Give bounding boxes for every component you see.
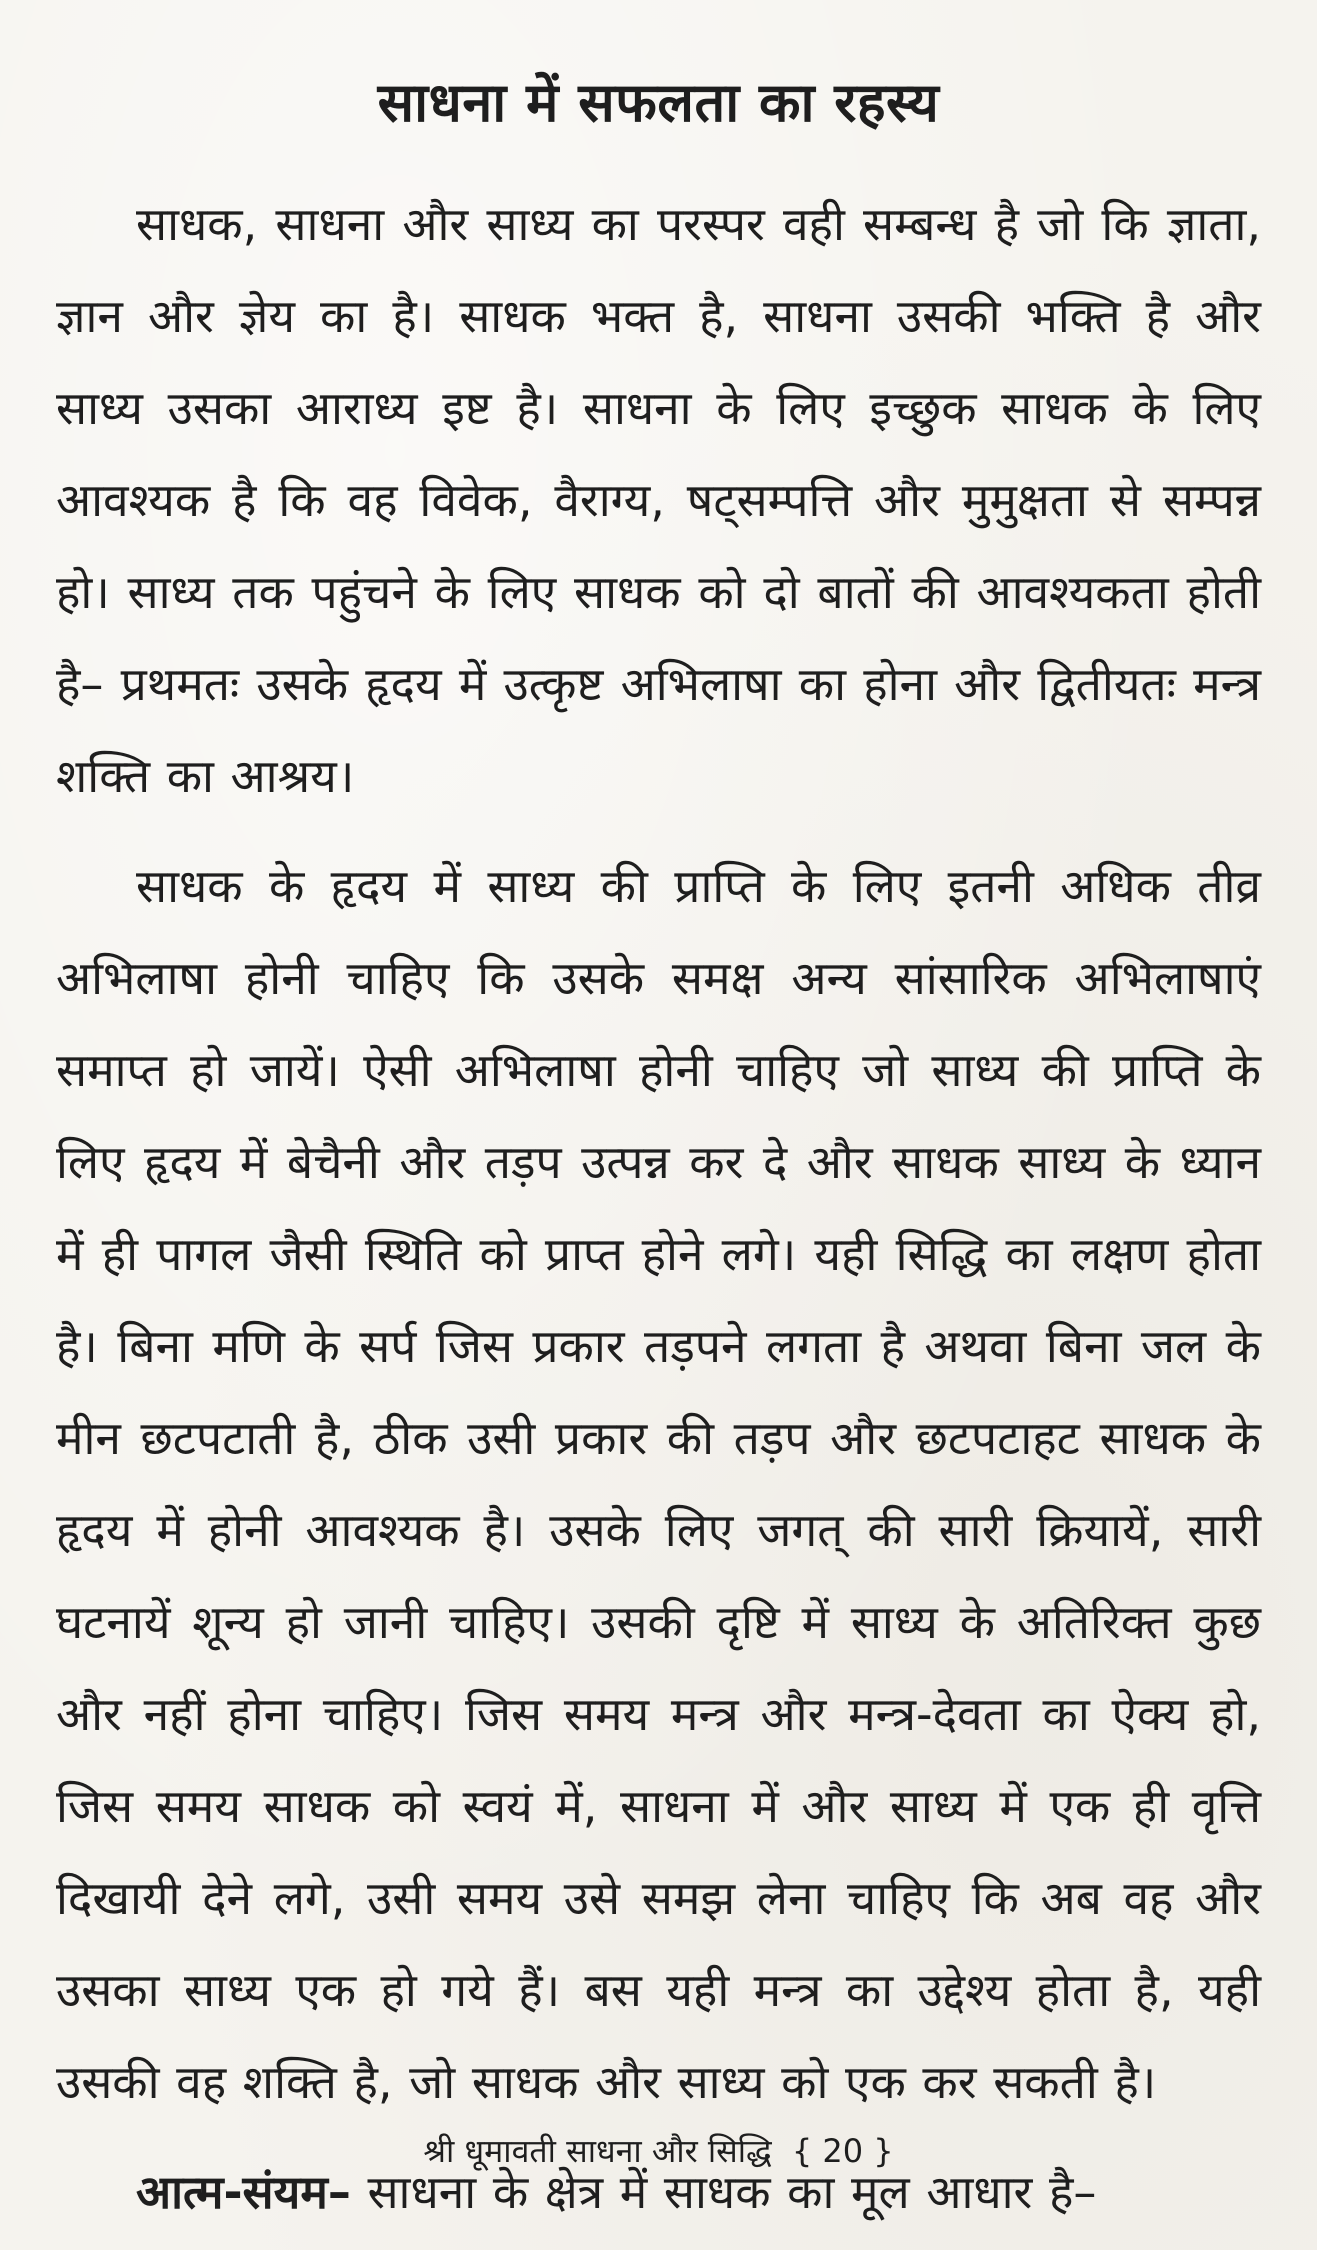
paragraph-2: साधक के हृदय में साध्य की प्राप्ति के लिए इतनी अधिक तीव्र अभिलाषा होनी चाहिए कि उसके समक्ष अन्य सांसारिक अभिलाषाएं समाप्त हो जायें। ऐसी अभिलाषा होनी चाहिए जो साध्य की प्राप्ति के लिए हृदय में बेचैनी और तड़प उत्पन्न कर दे और साधक साध्य के ध्यान में ही पागल जैसी स्थिति को प्राप्त होने लगे। यही सिद्धि का लक्षण होता है। बिना मणि के सर्प जिस प्रकार तड़पने लगता है अथवा बिना जल के मीन छटपटाती है, ठीक उसी प्रकार की तड़प और छटपटाहट साधक के हृदय में होनी आवश्यक है। उसके लिए जगत् की सारी क्रियायें, सारी घटनायें शून्य हो जानी चाहिए। उसकी दृष्टि में साध्य के अतिरिक्त कुछ और नहीं होना चाहिए। जिस समय मन्त्र और मन्त्र-देवता का ऐक्य हो, जिस समय साधक को स्वयं में, साधना में और साध्य में एक ही वृत्ति दिखायी देने लगे, उसी समय उसे समझ लेना चाहिए कि अब वह और उसका साध्य एक हो गये हैं। बस यही मन्त्र का उद्देश्य होता है, यही उसकी वह शक्ति है, जो साधक और साध्य को एक कर सकती है। (56, 859, 1261, 2110)
page-footer (0, 2132, 1317, 2170)
footer-book-title: श्री धूमावती साधना और सिद्धि (423, 2132, 772, 2170)
page-number: { 20 } (791, 2132, 894, 2170)
paragraph-3-text: साधना के क्षेत्र में साधक का मूल आधार है– (350, 2165, 1097, 2220)
section-heading-atma-sanyam: आत्म-संयम– (136, 2165, 351, 2220)
page-title: साधना में सफलता का रहस्य (377, 71, 940, 134)
paragraph-1: साधक, साधना और साध्य का परस्पर वही सम्बन्ध है जो कि ज्ञाता, ज्ञान और ज्ञेय का है। साधक भक्त है, साधना उसकी भक्ति है और साध्य उसका आराध्य इष्ट है। साधना के लिए इच्छुक साधक के लिए आवश्यक है कि वह विवेक, वैराग्य, षट्सम्पत्ति और मुमुक्षता से सम्पन्न हो। साध्य तक पहुंचने के लिए साधक को दो बातों की आवश्यकता होती है– प्रथमतः उसके हृदय में उत्कृष्ट अभिलाषा का होना और द्वितीयतः मन्त्र शक्ति का आश्रय। (56, 197, 1261, 804)
